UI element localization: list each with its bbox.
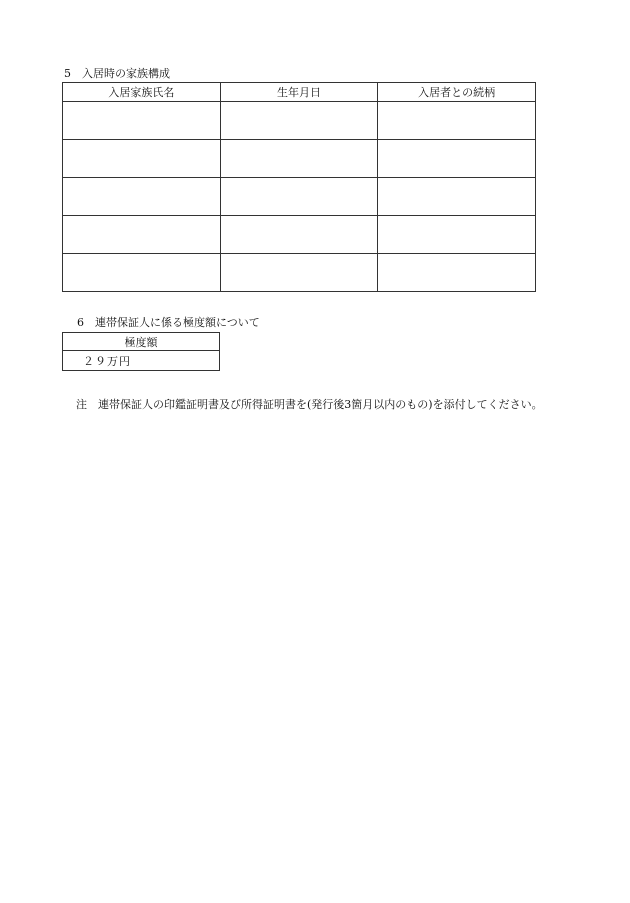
maximum-amount-table xyxy=(62,332,220,371)
table-row xyxy=(63,351,220,371)
column-header-birthdate: 生年月日 xyxy=(220,83,378,102)
column-header-relationship: 入居者との続柄 xyxy=(378,83,536,102)
section-5-heading: 5 入居時の家族構成 xyxy=(64,67,170,80)
table-header-row xyxy=(63,333,220,351)
table-row xyxy=(63,178,536,216)
column-header-maximum-amount: 極度額 xyxy=(63,333,220,351)
table-header-row xyxy=(63,83,536,102)
family-name-cell[interactable] xyxy=(63,178,221,216)
relationship-cell[interactable] xyxy=(378,216,536,254)
relationship-cell[interactable] xyxy=(378,254,536,292)
family-composition-table xyxy=(62,82,536,292)
maximum-amount-value: ２９万円 xyxy=(63,351,220,371)
family-name-cell[interactable] xyxy=(63,102,221,140)
family-name-cell[interactable] xyxy=(63,216,221,254)
family-name-cell[interactable] xyxy=(63,140,221,178)
relationship-cell[interactable] xyxy=(378,178,536,216)
family-name-cell[interactable] xyxy=(63,254,221,292)
relationship-cell[interactable] xyxy=(378,102,536,140)
attachment-note: 注 連帯保証人の印鑑証明書及び所得証明書を(発行後3箇月以内のもの)を添付してください。 xyxy=(76,398,543,411)
birthdate-cell[interactable] xyxy=(220,254,378,292)
table-row xyxy=(63,102,536,140)
section-6-heading: 6 連帯保証人に係る極度額について xyxy=(77,316,260,329)
table-row xyxy=(63,140,536,178)
birthdate-cell[interactable] xyxy=(220,216,378,254)
table-row xyxy=(63,254,536,292)
column-header-family-name: 入居家族氏名 xyxy=(63,83,221,102)
relationship-cell[interactable] xyxy=(378,140,536,178)
table-row xyxy=(63,216,536,254)
birthdate-cell[interactable] xyxy=(220,178,378,216)
birthdate-cell[interactable] xyxy=(220,102,378,140)
birthdate-cell[interactable] xyxy=(220,140,378,178)
